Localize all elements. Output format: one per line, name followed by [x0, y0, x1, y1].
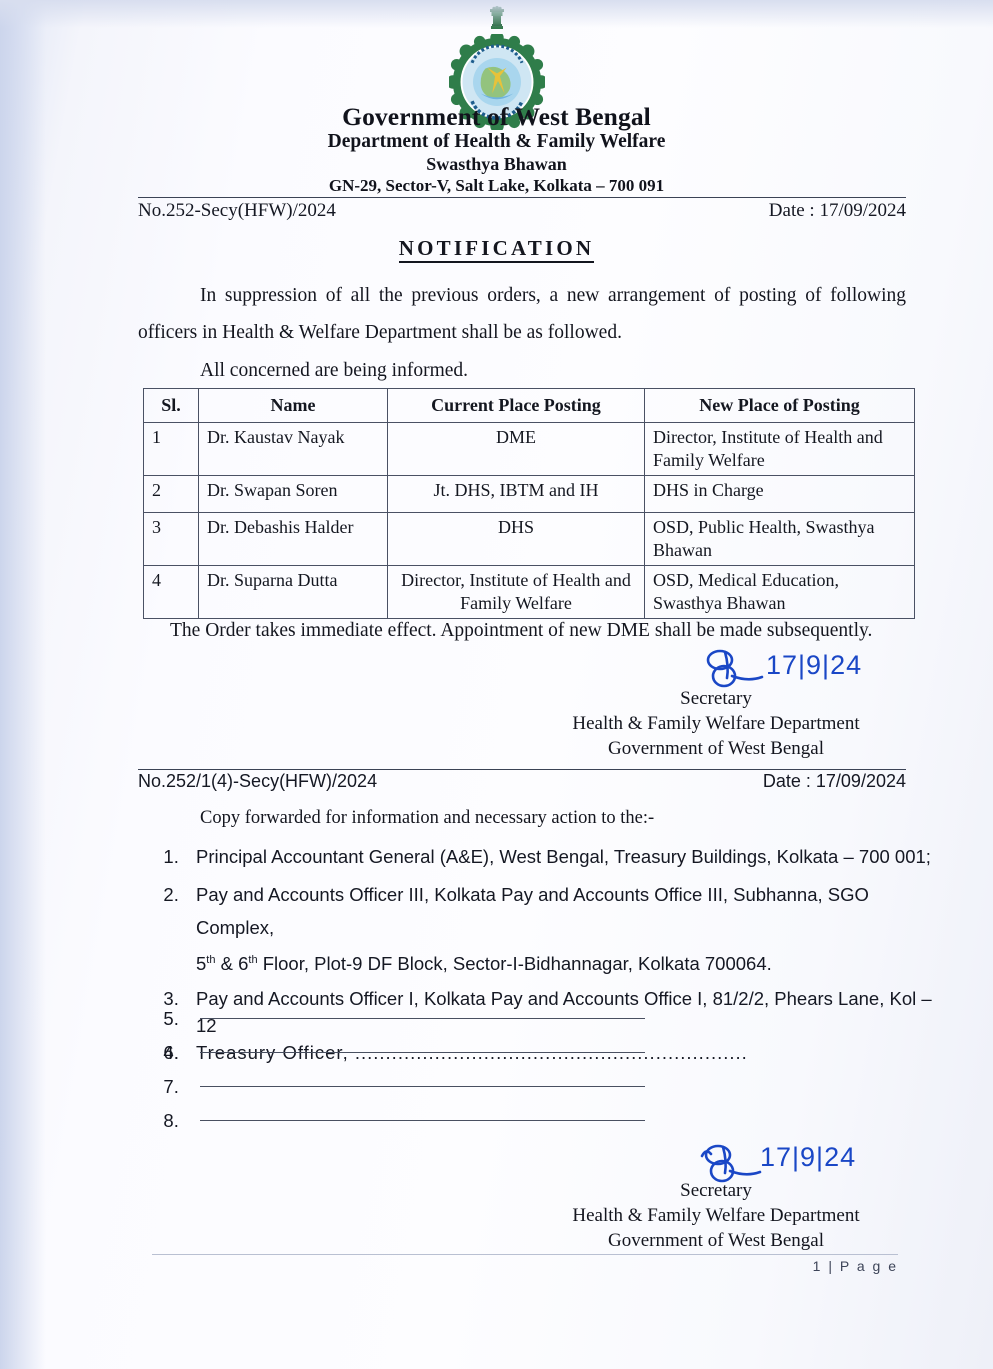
body-paragraph-3: The Order takes immediate effect. Appointment of new DME shall be made subsequently.: [170, 620, 873, 641]
cell-current: DHS: [388, 513, 645, 566]
list-item-blank: [184, 1042, 704, 1076]
forward-item-2-text: Pay and Accounts Officer III, Kolkata Pay and Accounts Office III, Subhanna, SGO Complex,: [196, 884, 869, 938]
cell-sl: 4: [144, 566, 199, 619]
page-title-department: Department of Health & Family Welfare: [327, 131, 666, 152]
signatory-government-bottom: Government of West Bengal: [607, 1230, 825, 1251]
signatory-department-top: Health & Family Welfare Department: [572, 713, 860, 734]
cell-current: DME: [388, 423, 645, 476]
signature-date-bottom: 17|9|24: [760, 1142, 857, 1172]
forward-item-3-text: Pay and Accounts Officer I, Kolkata Pay and Accounts Office I, 81/2/2, Phears Lane, Kol – 12: [196, 988, 932, 1037]
superscript-th-1: th: [206, 954, 216, 966]
signatory-department-bottom: Health & Family Welfare Department: [572, 1205, 860, 1226]
page-title-building: Swasthya Bhawan: [426, 154, 567, 174]
cell-current: Jt. DHS, IBTM and IH: [388, 476, 645, 513]
list-item-blank: [184, 1110, 704, 1144]
copy-forwarded-intro: Copy forwarded for information and necessary action to the:-: [200, 808, 655, 828]
list-item-blank: [184, 1076, 704, 1110]
cell-new: OSD, Public Health, Swasthya Bhawan: [645, 513, 915, 566]
list-item-blank: [184, 1008, 704, 1042]
forward-item-2-post: Floor, Plot-9 DF Block, Sector-I-Bidhannagar, Kolkata 700064.: [257, 953, 772, 975]
memo-line-top: [138, 200, 906, 222]
cell-sl: 2: [144, 476, 199, 513]
memo-date-top: Date : 17/09/2024: [768, 200, 906, 221]
notification-heading: [0, 236, 993, 261]
memo-line-bottom: [138, 771, 906, 792]
body-paragraph-1: In suppression of all the previous orders, a new arrangement of posting of following officers in Health & Welfare Department shall be as followed.: [138, 285, 906, 343]
forward-item-2-line2: [196, 953, 772, 974]
notification-heading-text: NOTIFICATION: [399, 236, 595, 263]
blank-rule-line[interactable]: [200, 1120, 645, 1121]
column-header-name: Name: [199, 389, 388, 423]
cell-sl: 3: [144, 513, 199, 566]
column-header-current: Current Place Posting: [388, 389, 645, 423]
list-item: [184, 840, 946, 873]
column-header-sl: Sl.: [144, 389, 199, 423]
column-header-new: New Place of Posting: [645, 389, 915, 423]
blank-rule-line[interactable]: [200, 1086, 645, 1087]
table-row: [144, 476, 915, 513]
cell-sl: 1: [144, 423, 199, 476]
page-number: 1 | P a g e: [812, 1258, 898, 1274]
forward-item-2-mid: & 6: [215, 953, 249, 975]
body-paragraph-2: All concerned are being informed.: [200, 360, 469, 381]
forward-item-2-pre: 5: [196, 953, 207, 975]
page-title-address: GN-29, Sector-V, Salt Lake, Kolkata – 700 091: [328, 176, 665, 195]
cell-name: Dr. Suparna Dutta: [199, 566, 388, 619]
blank-forward-list: [148, 1008, 704, 1144]
memo-number-bottom: No.252/1(4)-Secy(HFW)/2024: [138, 771, 378, 791]
signature-block-top: [526, 686, 906, 761]
signatory-title-top: Secretary: [680, 688, 752, 709]
cell-current: Director, Institute of Health and Family Welfare: [388, 566, 645, 619]
cell-name: Dr. Swapan Soren: [199, 476, 388, 513]
cell-name: Dr. Kaustav Nayak: [199, 423, 388, 476]
table-row: [144, 423, 915, 476]
memo-number-top: No.252-Secy(HFW)/2024: [138, 200, 336, 221]
cell-new: OSD, Medical Education, Swasthya Bhawan: [645, 566, 915, 619]
blank-rule-line[interactable]: [200, 1018, 645, 1019]
list-item: [184, 878, 946, 980]
header-divider-rule: [138, 197, 906, 198]
signatory-title-bottom: Secretary: [680, 1180, 752, 1201]
signature-block-bottom: [526, 1178, 906, 1253]
posting-table: [143, 388, 915, 619]
lower-divider-rule: [138, 769, 906, 770]
table-row: [144, 513, 915, 566]
cell-name: Dr. Debashis Halder: [199, 513, 388, 566]
table-header-row: [144, 389, 915, 423]
table-row: [144, 566, 915, 619]
footer-divider-rule: [152, 1254, 898, 1255]
blank-rule-line[interactable]: [200, 1052, 645, 1053]
superscript-th-2: th: [248, 954, 258, 966]
forward-item-1-text: Principal Accountant General (A&E), West Bengal, Treasury Buildings, Kolkata – 700 001;: [196, 846, 931, 867]
cell-new: Director, Institute of Health and Family Welfare: [645, 423, 915, 476]
ashoka-pillar-icon: [486, 6, 508, 32]
signatory-government-top: Government of West Bengal: [607, 738, 825, 759]
page-title-government: Government of West Bengal: [342, 102, 651, 131]
memo-date-bottom: Date : 17/09/2024: [762, 771, 906, 791]
signature-date-top: 17|9|24: [766, 650, 863, 680]
cell-new: DHS in Charge: [645, 476, 915, 513]
forward-item-4-text: Treasury Officer, ................................................................: [196, 1042, 748, 1064]
